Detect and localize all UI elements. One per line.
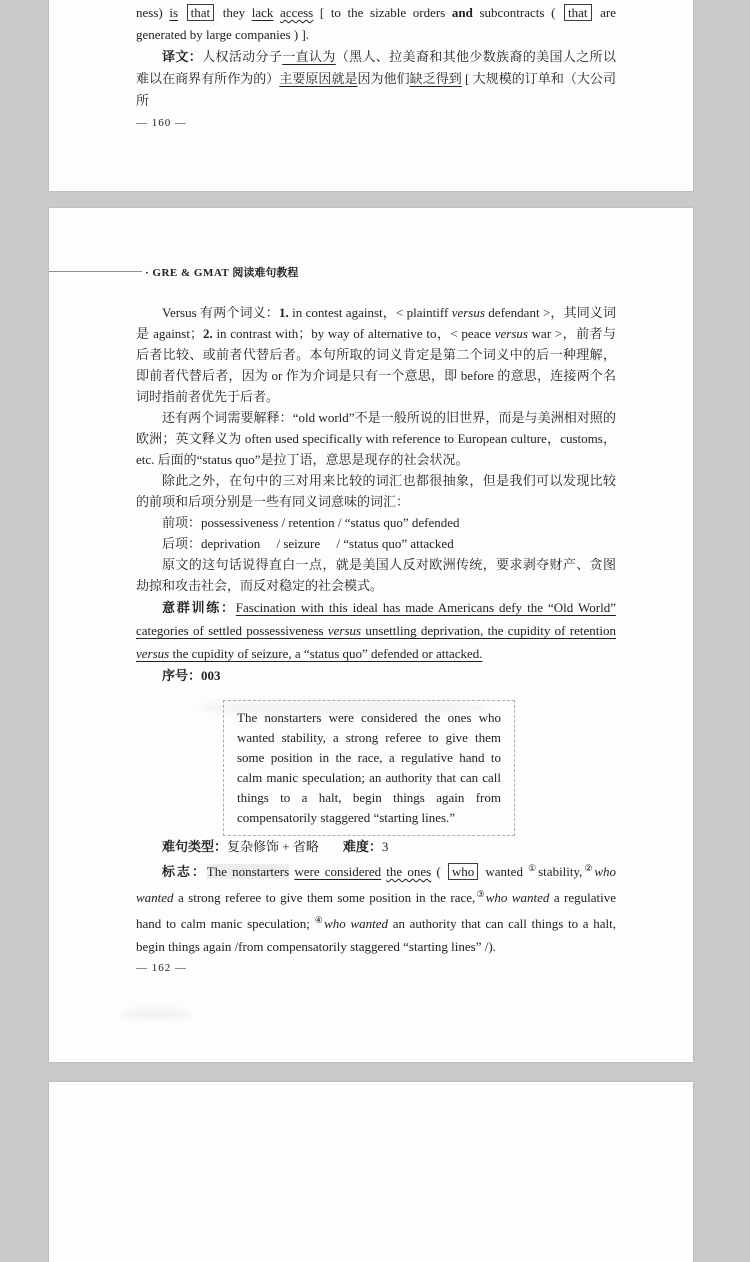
text-run [178, 5, 185, 20]
text-run: ness) [136, 5, 170, 20]
oldworld-paragraph: 还有两个词需要解释：“old world”不是一般所说的旧世界，而是与美洲相对照的欧洲；英文释义为 often used specifically with reference to European culture，customs，etc. 后面的“status quo”是拉丁语，意思是现存的社会状况。 [136, 410, 616, 467]
bold-number: 1. [278, 305, 289, 320]
sense-group-training-paragraph [136, 596, 616, 665]
superscript-1: ① [528, 863, 539, 873]
italic-phrase: who wanted [324, 916, 389, 931]
page-number-162: — 162 — [136, 962, 187, 974]
translation-label: 译文： [162, 49, 203, 64]
versus-paragraph [136, 302, 616, 407]
text-run: stability, [538, 864, 583, 879]
underlined-phrase: 缺乏得到 [409, 71, 462, 86]
text-run: ( [431, 864, 446, 879]
boxed-word-that: that [564, 4, 592, 21]
text-run: 因为他们 [357, 71, 410, 86]
page-number-160: — 160 — [136, 117, 187, 129]
text-run: [ 大规模的订单和（大公司所 [136, 71, 616, 108]
running-header [145, 264, 298, 280]
bold-word-and: and [451, 5, 473, 20]
former-items-line: 前项：possessiveness / retention / “status quo” defended [162, 515, 460, 530]
text-run: in contrast with；by way of alternative to，< peace [212, 326, 495, 341]
serial-number-label: 序号： [162, 668, 202, 683]
italic-word-versus: versus [136, 646, 170, 661]
underlined-training-text: Fascination with this ideal has made Americans defy the “Old World” categories of settled possessiveness [136, 600, 616, 638]
marker-label: 标志： [162, 864, 207, 879]
text-run: [ to the sizable orders [313, 5, 452, 20]
text-run: war >，前者与后者比较、或前者代替后者。本句所取的词义肯定是第二个词义中的后一种理解，即前者代替后者，因为 or 作为介词是只有一个意思，即 before 的意思，连接两个名词时指前者优先于后者。 [136, 326, 616, 404]
underlined-word: lack [251, 5, 274, 20]
superscript-4: ④ [314, 915, 325, 925]
sentence-type-label: 难句类型： [162, 839, 228, 854]
text-run: a strong referee to give them some position in the race, [173, 890, 476, 905]
marker-paragraph [136, 857, 616, 958]
latter-items-line: 后项：deprivation / seizure / “status quo” attacked [162, 536, 454, 551]
text-run: they [216, 5, 252, 20]
superscript-3: ③ [475, 889, 486, 899]
text-run: are generated by large companies ) ]. [136, 5, 617, 42]
italic-word-versus: versus [327, 623, 362, 638]
text-run: wanted [480, 864, 529, 879]
text-run: an authority that can call things to a halt, begin things again /from compensatorily staggered “starting lines” /). [136, 916, 616, 954]
translation-paragraph [136, 46, 616, 112]
difficulty-group [343, 839, 389, 854]
header-title-chinese: 阅读难句教程 [232, 267, 299, 279]
serial-number-line [136, 665, 616, 686]
page-160-content [49, 0, 693, 134]
scan-artifact [121, 1008, 191, 1020]
wavy-underlined-phrase: the ones [386, 864, 432, 879]
underlined-phrase: 一直认为 [282, 49, 336, 64]
english-sentence-fragment [136, 0, 616, 46]
sentence-type-line [136, 836, 616, 857]
sense-group-label: 意群训练： [162, 600, 236, 615]
boxed-word-that: that [187, 4, 215, 21]
underlined-phrase: were considered [294, 864, 382, 879]
book-page-162 [49, 208, 693, 1062]
text-run: 人权活动分子 [202, 49, 283, 64]
header-rule [49, 271, 142, 272]
serial-number-value: 003 [201, 668, 221, 683]
italic-phrase: who wanted [136, 864, 616, 905]
text-run: defendant >，其同义词是 against； [136, 305, 616, 341]
difficult-sentence-box [223, 700, 515, 836]
text-run: subcontracts ( [472, 5, 563, 20]
underlined-training-text: the cupidity of seizure, a “status quo” defended or attacked. [169, 646, 483, 661]
difficulty-label: 难度： [342, 839, 382, 854]
italic-phrase: who wanted [485, 890, 550, 905]
highlighted-phrase: The nonstarters [206, 864, 290, 879]
underlined-phrase: 主要原因就是 [279, 71, 358, 86]
plain-explanation-paragraph: 原文的这句话说得直白一点，就是美国人反对欧洲传统，要求剥夺财产、贪图劫掠和攻击社会，而反对稳定的社会模式。 [136, 557, 616, 593]
sentence-type-value: 复杂修饰 + 省略 [227, 839, 319, 854]
text-run: a regulative hand to calm manic speculation; [136, 890, 616, 931]
boxed-word-who: who [448, 863, 478, 880]
book-page-160 [49, 0, 693, 191]
wavy-underlined-word: access [280, 5, 314, 20]
underlined-training-text: unsettling deprivation, the cupidity of retention [361, 623, 616, 638]
text-run: （黑人、拉美裔和其他少数族裔的美国人之所以难以在商界有所作为的） [136, 49, 616, 86]
page-162-content [49, 302, 693, 979]
underlined-word: is [169, 5, 179, 20]
difficult-sentence-text: The nonstarters were considered the ones who wanted stability, a strong referee to give them some position in the race, a regulative hand to calm manic speculation; an authority that can call things to a halt, begin things again from compensatorily staggered “starting lines.” [237, 710, 501, 825]
compare-paragraph: 除此之外，在句中的三对用来比较的词汇也都很抽象，但是我们可以发现比较的前项和后项分别是一些有同义词意味的词汇： [136, 473, 616, 509]
book-page-next-blank [49, 1082, 693, 1262]
italic-word-versus: versus [451, 305, 485, 320]
italic-word-versus: versus [494, 326, 528, 341]
text-run: Versus 有两个词义： [162, 305, 279, 320]
difficulty-value: 3 [381, 839, 389, 854]
text-run: in contest against，< plaintiff [288, 305, 452, 320]
scan-artifact [199, 700, 489, 715]
superscript-2: ② [582, 863, 595, 873]
bold-number: 2. [202, 326, 213, 341]
header-title-english: · GRE & GMAT [145, 267, 233, 279]
